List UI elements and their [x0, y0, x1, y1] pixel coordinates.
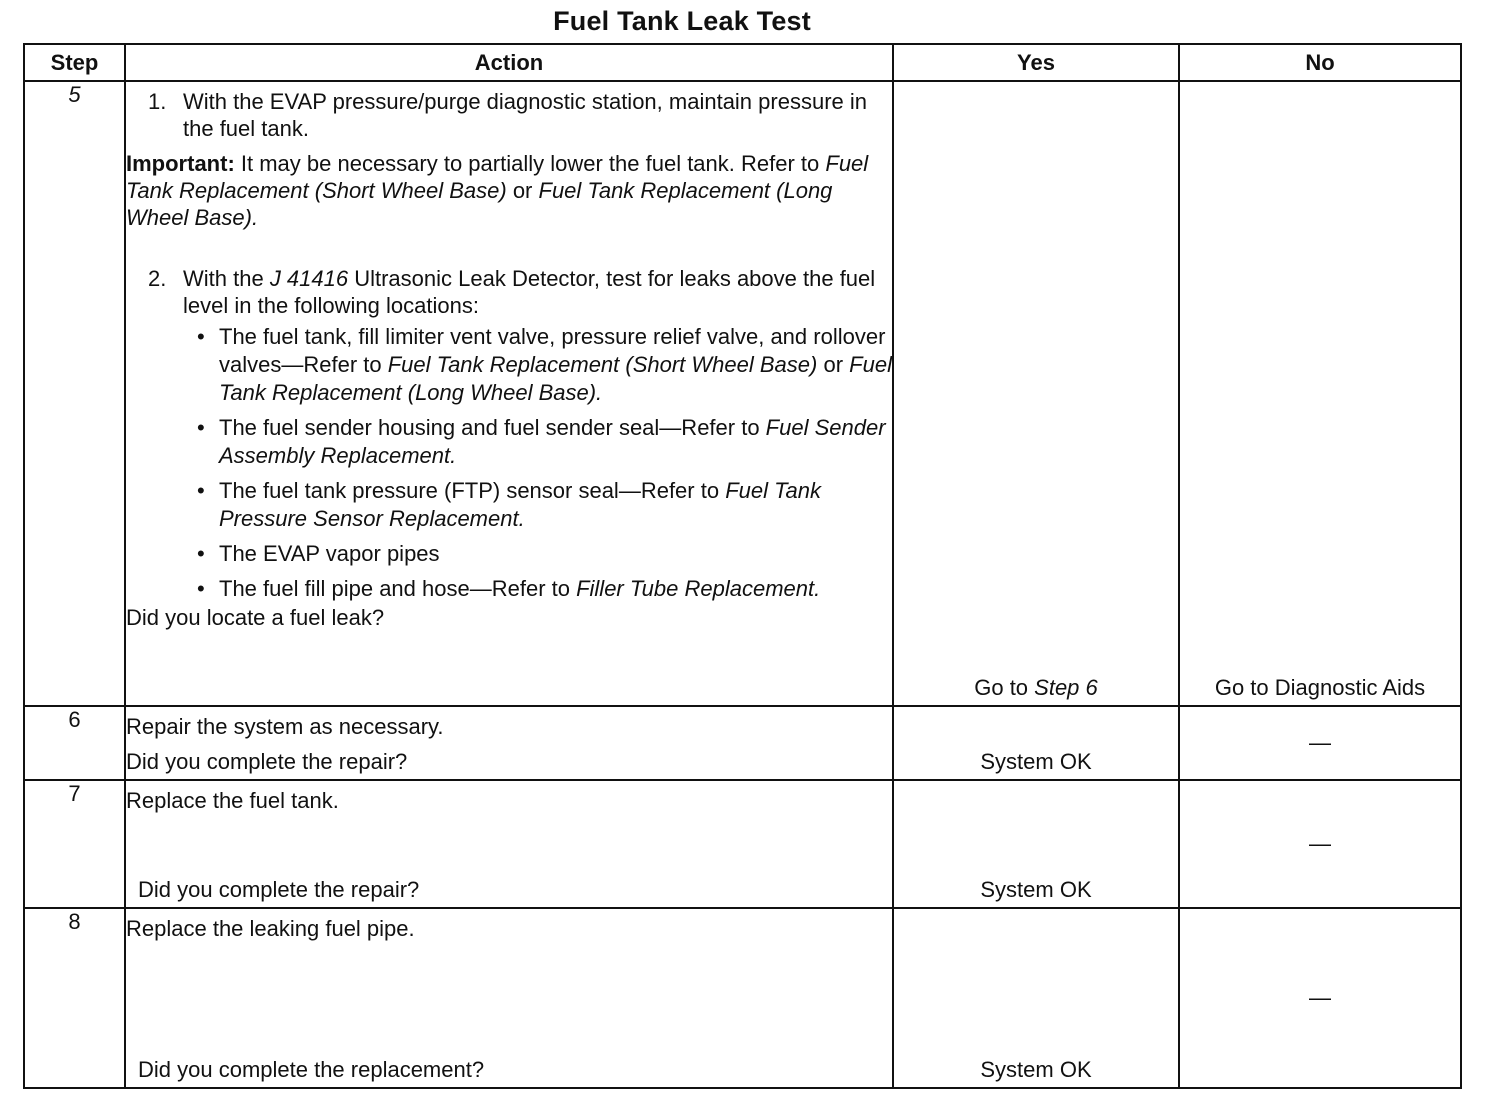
list-text: With the EVAP pressure/purge diagnostic station, maintain pressure in the fuel tank. [183, 89, 867, 141]
header-row [24, 44, 1461, 81]
yes-result: System OK [980, 1057, 1092, 1082]
action-text: Replace the leaking fuel pipe. [126, 916, 415, 941]
reference-link: Filler Tube Replacement. [576, 576, 821, 601]
no-result: — [1309, 831, 1331, 856]
note-text: It may be necessary to partially lower the fuel tank. Refer to [234, 151, 826, 176]
note-text: or [506, 178, 539, 203]
yes-cell [893, 81, 1179, 706]
action-question: Did you complete the repair? [138, 877, 420, 902]
table-row-step-5 [24, 81, 1461, 706]
tool-reference: J 41416 [269, 266, 349, 291]
reference-link: Fuel Tank Pressure Sensor Replacement. [219, 478, 822, 531]
yes-text: Go to [974, 675, 1035, 700]
bullet-icon: • [197, 324, 205, 349]
no-cell [1179, 780, 1461, 908]
header-action: Action [125, 44, 893, 81]
reference-link: Fuel Sender Assembly Replacement. [219, 415, 886, 468]
action-text: Replace the fuel tank. [126, 788, 339, 813]
reference-link: Fuel Tank Replacement (Long Wheel Base). [126, 178, 833, 230]
page-title: Fuel Tank Leak Test [553, 6, 811, 36]
header-step: Step [24, 44, 125, 81]
bullet-icon: • [197, 541, 205, 566]
reference-link: Fuel Tank Replacement (Long Wheel Base). [219, 352, 892, 405]
step-number: 8 [24, 908, 125, 1088]
bullet-icon: • [197, 478, 205, 503]
table-row-step-7 [24, 780, 1461, 908]
step-number: 5 [24, 81, 125, 706]
action-question: Did you locate a fuel leak? [126, 605, 385, 630]
bullet-text: The fuel fill pipe and hose—Refer to [219, 576, 577, 601]
bullet-text: or [817, 352, 850, 377]
bullet-icon: • [197, 576, 205, 601]
action-cell [125, 81, 893, 706]
bullet-item [183, 540, 892, 568]
yes-result: System OK [980, 749, 1092, 774]
yes-result [894, 675, 1178, 701]
bullet-text: The fuel sender housing and fuel sender seal—Refer to [219, 415, 766, 440]
no-result: — [1309, 985, 1331, 1010]
diagnostic-table [23, 43, 1462, 1089]
list-number: 2. [148, 266, 167, 291]
important-label: Important: [126, 151, 235, 176]
action-steps-list [126, 88, 892, 142]
no-cell [1179, 81, 1461, 706]
bullet-item [183, 414, 892, 470]
action-question: Did you complete the repair? [126, 749, 408, 774]
action-text: Repair the system as necessary. [126, 714, 444, 739]
action-question: Did you complete the replacement? [138, 1057, 485, 1082]
step-reference: Step 6 [1034, 675, 1098, 700]
reference-link: Fuel Tank Replacement (Short Wheel Base) [387, 352, 818, 377]
table-row-step-6 [24, 706, 1461, 780]
list-text: With the [183, 266, 270, 291]
no-cell [1179, 908, 1461, 1088]
action-cell [125, 908, 893, 1088]
list-item [126, 88, 892, 142]
important-note [126, 150, 892, 231]
header-no: No [1179, 44, 1461, 81]
bullet-text: The fuel tank, fill limiter vent valve, pressure relief valve, and rollover valves—Refer to [219, 324, 886, 377]
list-text: Ultrasonic Leak Detector, test for leaks above the fuel level in the following locations: [183, 266, 876, 318]
header-yes: Yes [893, 44, 1179, 81]
step-number: 7 [24, 780, 125, 908]
yes-cell [893, 780, 1179, 908]
list-item [126, 265, 892, 603]
bullet-item [183, 575, 892, 603]
table-row-step-8 [24, 908, 1461, 1088]
no-result: Go to Diagnostic Aids [1214, 675, 1426, 700]
action-cell [125, 706, 893, 780]
bullet-text: The fuel tank pressure (FTP) sensor seal—Refer to [219, 478, 726, 503]
yes-cell [893, 908, 1179, 1088]
bullet-icon: • [197, 415, 205, 440]
bullet-item [183, 323, 892, 407]
reference-link: Fuel Tank Replacement (Short Wheel Base) [126, 151, 869, 203]
yes-result: System OK [980, 877, 1092, 902]
step-number: 6 [24, 706, 125, 780]
list-number: 1. [148, 89, 167, 114]
no-result: — [1309, 730, 1331, 755]
bullet-item [183, 477, 892, 533]
no-cell [1179, 706, 1461, 780]
location-bullet-list [183, 323, 892, 603]
bullet-text: The EVAP vapor pipes [219, 541, 440, 566]
yes-cell [893, 706, 1179, 780]
action-steps-list [126, 265, 892, 603]
action-cell [125, 780, 893, 908]
